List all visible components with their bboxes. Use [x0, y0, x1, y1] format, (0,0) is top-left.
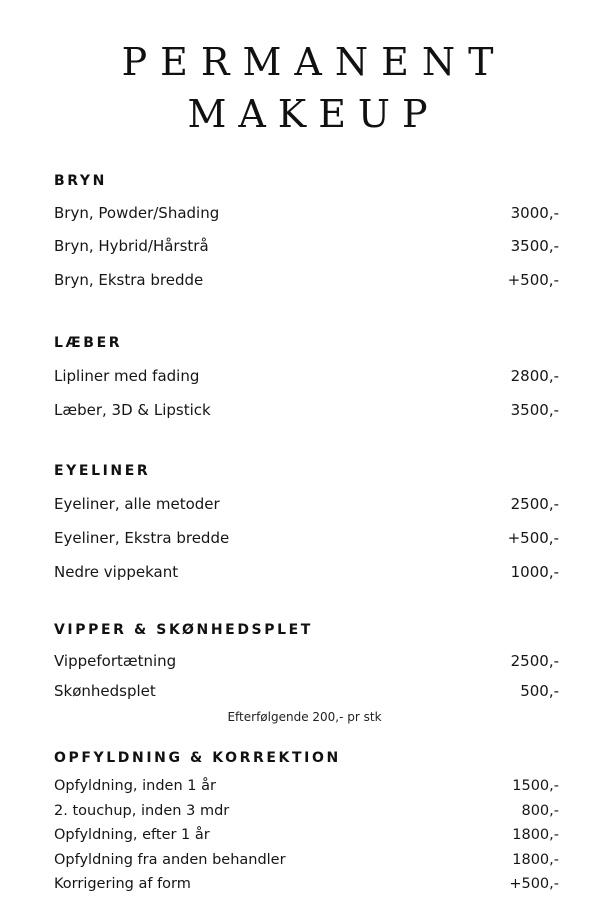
item-price: +500,- [509, 876, 559, 892]
price-row [54, 203, 559, 223]
item-price: 1800,- [512, 827, 559, 843]
item-price: 2500,- [510, 495, 559, 513]
item-price: +500,- [507, 271, 559, 289]
item-name: Lipliner med fading [54, 367, 200, 385]
item-price: 1500,- [512, 778, 559, 794]
item-name: Vippefortætning [54, 652, 177, 670]
item-price: 800,- [521, 803, 559, 819]
item-name: Eyeliner, alle metoder [54, 495, 220, 513]
item-name: 2. touchup, inden 3 mdr [54, 803, 230, 819]
item-name: Opfyldning, efter 1 år [54, 827, 210, 843]
price-row [54, 236, 559, 256]
section-heading-laeber: LÆBER [54, 335, 123, 351]
item-name: Bryn, Powder/Shading [54, 204, 220, 222]
price-row [54, 494, 559, 514]
item-name: Bryn, Ekstra bredde [54, 271, 204, 289]
item-price: 3000,- [510, 204, 559, 222]
section-heading-opfyldning: OPFYLDNING & KORREKTION [54, 750, 341, 766]
item-name: Læber, 3D & Lipstick [54, 401, 211, 419]
price-note: Efterfølgende 200,- pr stk [227, 710, 382, 724]
item-price: 3500,- [510, 401, 559, 419]
price-row [54, 562, 559, 582]
page-title-line-1: PERMANENT [121, 40, 507, 84]
price-row [54, 651, 559, 671]
item-price: 2800,- [510, 367, 559, 385]
item-name: Eyeliner, Ekstra bredde [54, 529, 230, 547]
item-price: 1000,- [510, 563, 559, 581]
item-price: +500,- [507, 529, 559, 547]
item-price: 1800,- [512, 852, 559, 868]
price-row [54, 366, 559, 386]
item-name: Opfyldning, inden 1 år [54, 778, 216, 794]
price-row [54, 681, 559, 701]
item-name: Nedre vippekant [54, 563, 179, 581]
price-row [54, 400, 559, 420]
item-price: 2500,- [510, 652, 559, 670]
price-row [54, 801, 559, 821]
item-name: Skønhedsplet [54, 682, 156, 700]
price-row [54, 776, 559, 796]
price-row [54, 270, 559, 290]
price-row [54, 874, 559, 894]
price-row [54, 825, 559, 845]
item-price: 500,- [520, 682, 559, 700]
price-row [54, 528, 559, 548]
item-name: Korrigering af form [54, 876, 191, 892]
price-row [54, 850, 559, 870]
item-price: 3500,- [510, 237, 559, 255]
section-heading-vipper: VIPPER & SKØNHEDSPLET [54, 622, 313, 638]
page-title-line-2: MAKEUP [187, 92, 440, 136]
item-name: Opfyldning fra anden behandler [54, 852, 286, 868]
item-name: Bryn, Hybrid/Hårstrå [54, 237, 209, 255]
section-heading-eyeliner: EYELINER [54, 463, 151, 479]
section-heading-bryn: BRYN [54, 173, 107, 189]
